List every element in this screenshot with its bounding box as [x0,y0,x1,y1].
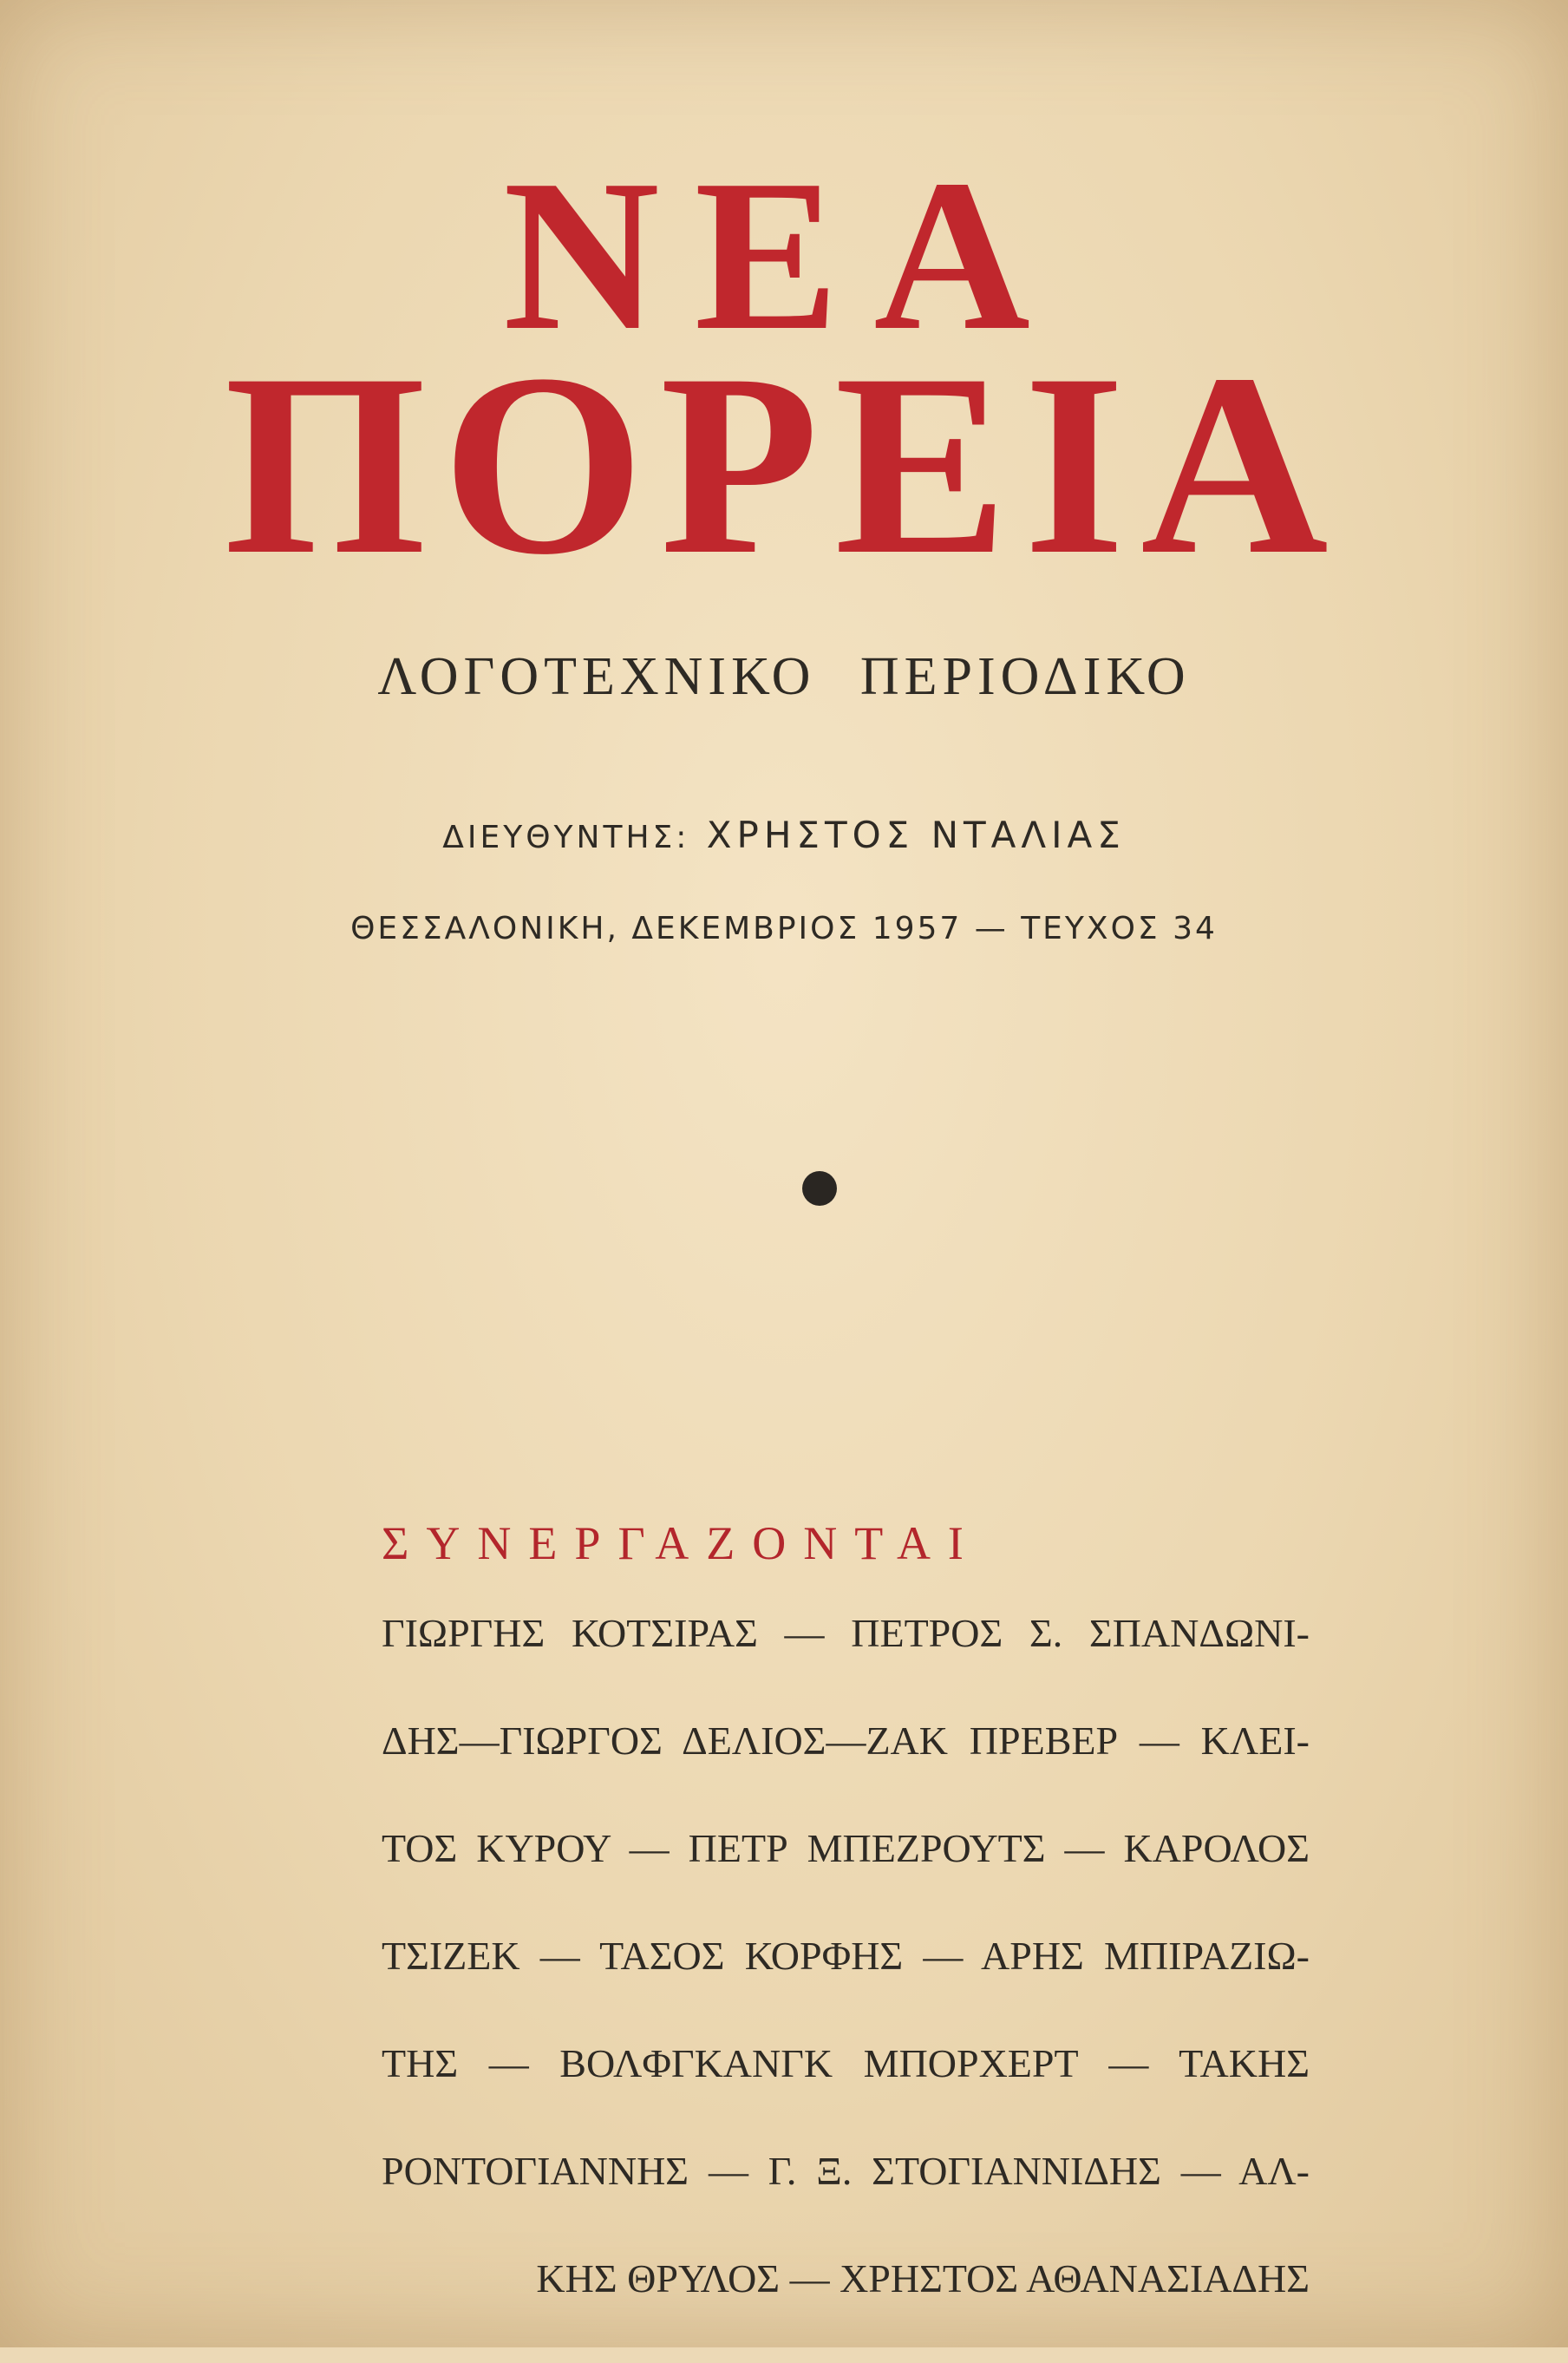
contributors-line: ΓΙΩΡΓΗΣ ΚΟΤΣΙΡΑΣ — ΠΕΤΡΟΣ Σ. ΣΠΑΝΔΩΝΙ- [382,1611,1310,1655]
contributors-line: ΚΗΣ ΘΡΥΛΟΣ — ΧΡΗΣΤΟΣ ΑΘΑΝΑΣΙΑΔΗΣ [536,2256,1310,2301]
contributors-line: ΡΟΝΤΟΓΙΑΝΝΗΣ — Γ. Ξ. ΣΤΟΓΙΑΝΝΙΔΗΣ — ΑΛ- [382,2149,1310,2193]
subtitle: ΛΟΓΟΤΕΧΝΙΚΟ ΠΕΡΙΟΔΙΚΟ [377,647,1191,706]
director-name: ΧΡΗΣΤΟΣ ΝΤΑΛΙΑΣ [706,814,1126,856]
contributors-line: ΔΗΣ—ΓΙΩΡΓΟΣ ΔΕΛΙΟΣ—ΖΑΚ ΠΡΕΒΕΡ — ΚΛΕΙ- [382,1718,1310,1763]
contributors-line: ΤΣΙΖΕΚ — ΤΑΣΟΣ ΚΟΡΦΗΣ — ΑΡΗΣ ΜΠΙΡΑΖΙΩ- [382,1934,1310,1978]
contributors-list [382,1610,1310,2363]
contributors-line: ΤΟΣ ΚΥΡΟΥ — ΠΕΤΡ ΜΠΕΖΡΟΥΤΣ — ΚΑΡΟΛΟΣ [382,1826,1310,1870]
contributors-line: ΤΗΣ — ΒΟΛΦΓΚΑΝΓΚ ΜΠΟΡΧΕΡΤ — ΤΑΚΗΣ [382,2041,1310,2085]
director-line [0,814,1568,856]
contributors-heading: ΣΥΝΕΡΓΑΖΟΝΤΑΙ [382,1517,981,1569]
issue-line: ΘΕΣΣΑΛΟΝΙΚΗ, ΔΕΚΕΜΒΡΙΟΣ 1957 — ΤΕΥΧΟΣ 34 [350,911,1218,946]
masthead-line-2: ΠΟΡΕΙΑ [224,320,1344,608]
masthead-line-1: ΝΕΑ [503,135,1065,376]
director-label: ΔΙΕΥΘΥΝΤΗΣ: [442,820,690,855]
bullet-dot-icon [802,1171,837,1206]
